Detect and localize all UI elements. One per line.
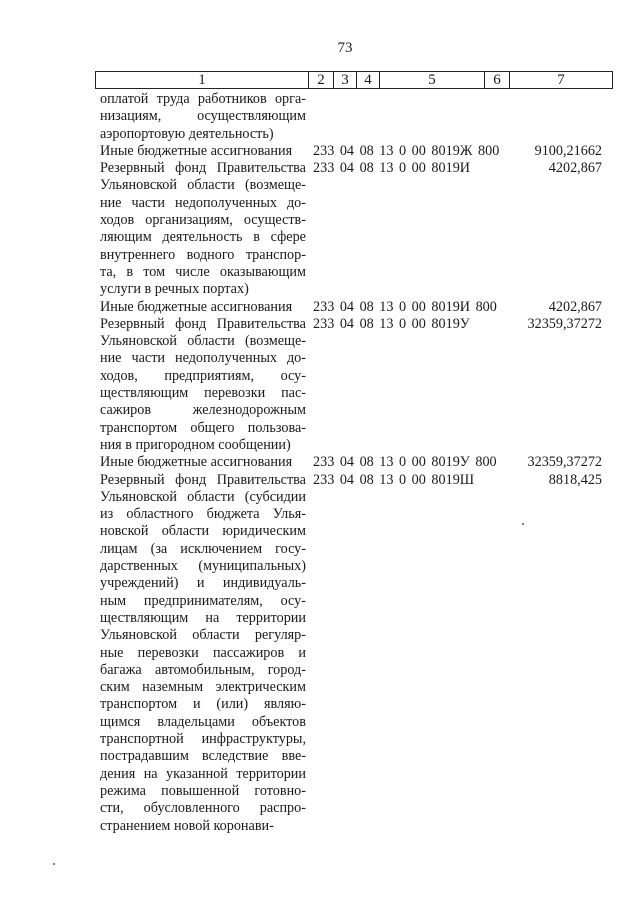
amount-value: 9100,21662 [534, 142, 602, 159]
description-line: ходов, предприятиям, осу- [100, 367, 306, 384]
budget-code: 233 04 08 13 0 00 8019У 800 [313, 454, 497, 471]
scan-speck [53, 863, 55, 865]
amount-value: 32359,37272 [527, 315, 602, 332]
budget-code: 233 04 08 13 0 00 8019Ж 800 [313, 142, 500, 159]
column-header-6: 6 [485, 72, 510, 89]
description-line: ским наземным электрическим [100, 679, 306, 696]
budget-code: 233 04 08 13 0 00 8019И 800 [313, 298, 497, 315]
description-line: Ульяновской области (возмеще- [100, 333, 306, 350]
description-line: внутреннего водного транспор- [100, 246, 306, 263]
table-row-description [100, 299, 306, 316]
description-line: учреждений) и индивидуаль- [100, 575, 306, 592]
description-line: Резервный фонд Правительства [100, 471, 306, 488]
description-line: транспортной инфраструктуры, [100, 731, 306, 748]
description-line: Ульяновской области (субсидии [100, 488, 306, 505]
description-line: странением новой коронави- [100, 817, 274, 834]
amount-value: 32359,37272 [527, 454, 602, 471]
description-line: Резервный фонд Правительства [100, 160, 306, 177]
description-line: сажиров железнодорожным [100, 402, 306, 419]
column-header-7: 7 [510, 72, 613, 89]
description-line: ния в пригородном сообщении) [100, 436, 291, 453]
description-line: дарственных (муниципальных) [100, 558, 306, 575]
description-line: Иные бюджетные ассигнования [100, 454, 293, 471]
description-line: Ульяновской области регуляр- [100, 627, 306, 644]
column-header-5: 5 [380, 72, 485, 89]
table-row-description [100, 91, 306, 143]
column-header-4: 4 [357, 72, 380, 89]
description-line: транспортом общего пользова- [100, 419, 306, 436]
description-line: ние части недополученных до- [100, 350, 306, 367]
column-header-1: 1 [96, 72, 309, 89]
budget-code: 233 04 08 13 0 00 8019Ш [313, 471, 475, 488]
description-line: сти, обусловленного распро- [100, 800, 306, 817]
description-line: лицам (за исключением госу- [100, 540, 306, 557]
description-line: ществляющим перевозки пас- [100, 385, 306, 402]
budget-code: 233 04 08 13 0 00 8019И [313, 160, 471, 177]
table-row-description [100, 472, 306, 835]
description-line: транспортом и (или) являю- [100, 696, 306, 713]
description-line: щимся владельцами объектов [100, 713, 306, 730]
description-line: ходов организациям, осуществ- [100, 212, 306, 229]
description-line: та, в том числе оказывающим [100, 263, 306, 280]
description-line: ным предпринимателям, осу- [100, 592, 306, 609]
amount-value: 8818,425 [548, 471, 602, 488]
table-row-description [100, 143, 306, 160]
table-row-description [100, 316, 306, 454]
description-line: Ульяновской области (возмеще- [100, 177, 306, 194]
description-line: аэропортовую деятельность) [100, 125, 274, 142]
scan-speck [522, 523, 524, 525]
description-line: новской области юридическим [100, 523, 306, 540]
column-header-3: 3 [334, 72, 357, 89]
column-header-2: 2 [309, 72, 334, 89]
budget-code: 233 04 08 13 0 00 8019У [313, 315, 470, 332]
description-line: из областного бюджета Улья- [100, 506, 306, 523]
description-line: дения на указанной территории [100, 765, 306, 782]
description-line: ществляющим на территории [100, 609, 306, 626]
table-row-description [100, 454, 306, 471]
description-line: Иные бюджетные ассигнования [100, 298, 293, 315]
description-line: Иные бюджетные ассигнования [100, 142, 293, 159]
description-line: услуги в речных портах) [100, 281, 249, 298]
table-row-description [100, 160, 306, 298]
description-line: режима повышенной готовно- [100, 782, 306, 799]
amount-value: 4202,867 [548, 160, 602, 177]
description-line: оплатой труда работников орга- [100, 91, 306, 107]
description-line: ляющим деятельность в сфере [100, 229, 306, 246]
description-line: багажа автомобильным, город- [100, 661, 306, 678]
page-number: 73 [337, 40, 353, 56]
description-line: Резервный фонд Правительства [100, 315, 306, 332]
amount-value: 4202,867 [548, 298, 602, 315]
description-line: низациям, осуществляющим [100, 108, 306, 125]
column-header-row [95, 71, 613, 89]
description-line: ние части недополученных до- [100, 194, 306, 211]
description-line: пострадавшим вследствие вве- [100, 748, 306, 765]
description-line: ные перевозки пассажиров и [100, 644, 306, 661]
